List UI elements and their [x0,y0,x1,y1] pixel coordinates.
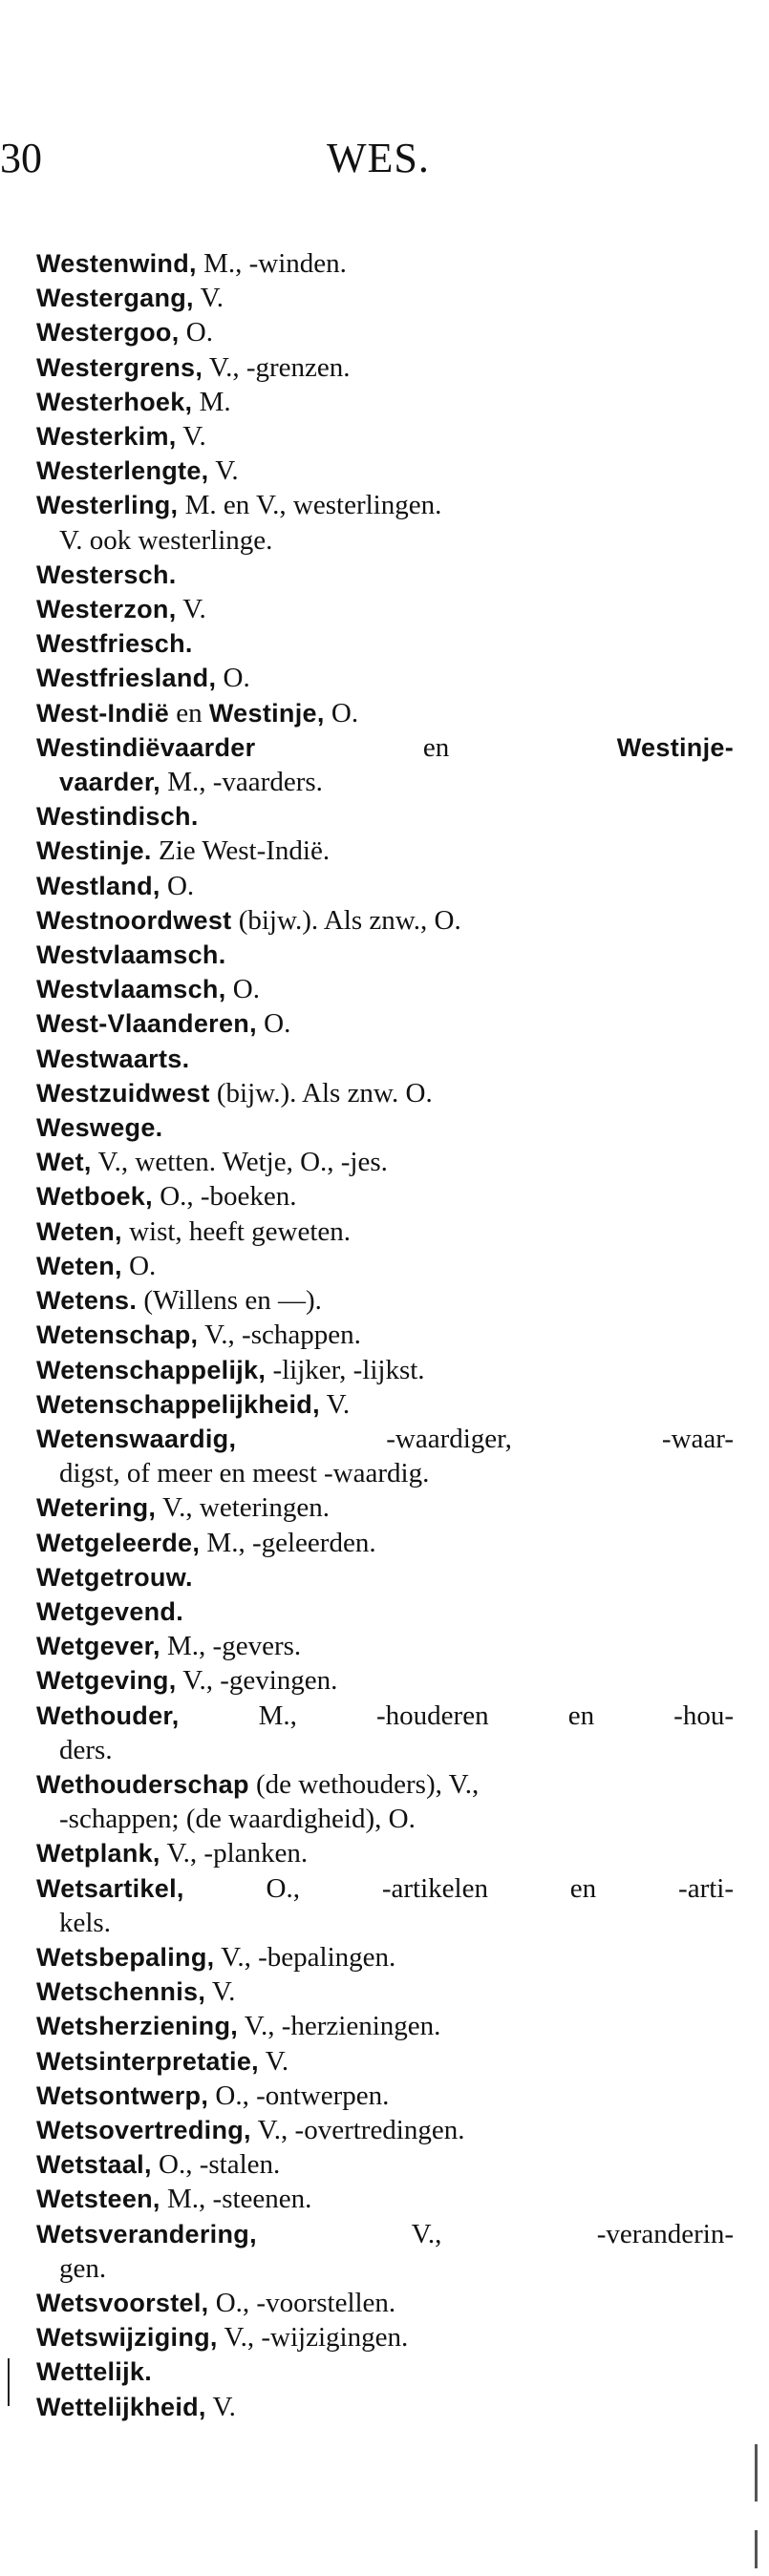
entry-text: V. [319,1388,351,1420]
entry-text: (bijw.). Als znw. O. [209,1077,433,1109]
entry-text: Zie West-Indië. [151,835,331,867]
headword: Wetsteen, [36,2185,160,2214]
dictionary-entry [36,730,734,765]
dictionary-entry [36,1006,734,1041]
headword: Wetgeleerde, [36,1528,201,1557]
entry-text: O. [225,974,260,1005]
entry-text: -waardiger, -waar- [236,1423,734,1454]
headword: Wetboek, [36,1182,153,1212]
running-head: WES. [327,135,430,181]
entry-text: V., -gevingen. [176,1665,338,1697]
dictionary-entry [36,834,734,868]
entry-text: V., -schappen. [198,1320,361,1351]
entry-text: V. [208,455,239,487]
headword: Westfriesch. [36,629,193,659]
entry-text: V., weteringen. [156,1492,330,1524]
headword: Wetering, [36,1493,157,1523]
dictionary-entry [36,696,734,730]
dictionary-entry [36,1974,734,2009]
dictionary-entry [36,1629,734,1663]
dictionary-entry [36,315,734,349]
headword: Wetswijziging, [36,2323,218,2353]
headword: Wetgeving, [36,1666,177,1696]
headword: Wetsontwerp, [36,2080,209,2110]
dictionary-entry [36,2320,734,2354]
dictionary-entry [36,972,734,1006]
dictionary-entry [36,592,734,626]
entry-text: V., -overtredingen. [250,2114,465,2145]
entry-text: V. [176,421,206,453]
headword: Wethouder, [36,1700,180,1730]
dictionary-entry [36,1283,734,1318]
dictionary-entry [36,1940,734,1974]
headword: Wetens. [36,1286,138,1316]
dictionary-entry [36,2044,734,2079]
entry-text: V., -herzieningen. [238,2011,441,2042]
entry-text: M., -houderen en -hou- [179,1700,734,1731]
headword: Westland, [36,871,160,900]
entry-text: V., -bepalingen. [214,1941,396,1973]
headword: Westinje, [208,698,325,728]
entry-text: (de wethouders), V., [248,1768,480,1800]
entry-text: en [255,731,617,763]
entry-text: M., -vaarders. [160,767,323,798]
headword: Westerzon, [36,595,177,624]
headword: Wetsinterpretatie, [36,2046,259,2076]
headword: Wettelijk. [36,2357,153,2387]
headword: Wetsovertreding, [36,2115,251,2144]
entry-text: O. [216,663,250,694]
dictionary-entry [36,454,734,488]
headword: Wetschennis, [36,1977,206,2007]
entry-text: O. [256,1008,291,1040]
entry-text: en [169,697,209,728]
headword: Wetsartikel, [36,1873,184,1903]
dictionary-entry [36,1560,734,1594]
entry-text: O., -ontwerpen. [208,2080,390,2111]
dictionary-entry [36,1353,734,1387]
dictionary-entry [36,938,734,972]
entry-text: O., -voorstellen. [208,2287,396,2318]
headword: Wetenschap, [36,1320,199,1350]
headword: Wethouderschap [36,1769,249,1799]
dictionary-entry [36,1387,734,1422]
dictionary-entry [36,385,734,419]
headword: vaarder, [59,768,160,797]
dictionary-entry [36,558,734,592]
dictionary-entry [36,488,734,522]
dictionary-entry [36,2390,734,2424]
entry-text: M., -steenen. [160,2184,312,2215]
dictionary-entry [36,1042,734,1076]
dictionary-entry [36,1836,734,1870]
headword: Wetstaal, [36,2150,152,2180]
headword: Wetsvoorstel, [36,2288,209,2317]
headword: Wetplank, [36,1839,160,1869]
dictionary-entry [36,2009,734,2043]
entry-text: ders. [59,1734,113,1765]
headword: Wetgetrouw. [36,1562,193,1592]
entry-text: -lijker, -lijkst. [266,1354,425,1385]
entry-text: gen. [59,2252,107,2284]
dictionary-entry [36,2286,734,2320]
headword: Westindisch. [36,802,199,832]
dictionary-entry [36,1663,734,1698]
headword: Wetsverandering, [36,2219,257,2249]
dictionary-entry [36,1699,734,1733]
headword: Wetsherziening, [36,2012,239,2041]
dictionary-entry [36,1179,734,1214]
margin-rule [8,2358,10,2406]
entry-text: O., -stalen. [151,2149,281,2181]
entry-list [36,246,734,2424]
dictionary-entry [36,1318,734,1352]
headword: Westergrens, [36,352,203,382]
dictionary-entry [36,419,734,454]
headword: Wetenschappelijk, [36,1355,267,1384]
headword: Westzuidwest [36,1078,210,1108]
headword: Westenwind, [36,249,197,278]
headword: Wetgever, [36,1632,160,1661]
headword: Westwaarts. [36,1044,190,1073]
entry-text: V. [205,1976,236,2008]
headword: Weswege. [36,1113,163,1143]
dictionary-entry [36,1249,734,1283]
page-edge-mark [755,2444,758,2502]
headword: Westerkim, [36,422,177,452]
page-header [0,115,769,191]
headword: Westerhoek, [36,387,193,416]
dictionary-entry [36,2354,734,2389]
entry-text: V. [258,2045,289,2077]
headword: Westfriesland, [36,664,217,693]
headword: West-Vlaanderen, [36,1009,257,1039]
dictionary-entry [36,1422,734,1456]
headword: Westinje- [616,732,734,762]
headword: Westergang, [36,284,194,313]
headword: West-Indië [36,698,170,728]
headword: Wettelijkheid, [36,2392,206,2421]
dictionary-entry [36,2147,734,2182]
headword: Westinje. [36,836,152,866]
entry-text: V. [193,283,224,314]
headword: Wetsbepaling, [36,1942,215,1972]
dictionary-entry [36,1490,734,1525]
entry-text: -schappen; (de waardigheid), O. [59,1804,416,1835]
headword: Westvlaamsch, [36,975,226,1004]
dictionary-entry [36,2113,734,2147]
headword: Weten, [36,1251,122,1280]
entry-continuation [36,1802,734,1836]
entry-continuation [36,1906,734,1940]
dictionary-entry [36,1076,734,1110]
dictionary-entry [36,1214,734,1249]
page-number: 30 [0,135,42,181]
dictionary-entry [36,246,734,281]
dictionary-entry [36,1871,734,1906]
entry-text: V., -veranderin- [256,2218,734,2249]
entry-text: O. [324,697,359,728]
entry-text: V., wetten. Wetje, O., -jes. [91,1147,388,1178]
entry-text: (Willens en —). [137,1285,322,1317]
dictionary-entry [36,2079,734,2113]
entry-text: (bijw.). Als znw., O. [231,904,461,936]
headword: Wetenschappelijkheid, [36,1389,320,1419]
dictionary-entry [36,903,734,938]
entry-text: O. [160,870,195,901]
headword: Wetenswaardig, [36,1424,237,1453]
entry-continuation [36,523,734,558]
dictionary-entry [36,1594,734,1629]
entry-text: M., -winden. [196,248,347,279]
entry-text: M., -geleerden. [200,1527,376,1558]
entry-text: V. ook westerlinge. [59,524,273,556]
entry-text: O., -artikelen en -arti- [183,1872,734,1904]
dictionary-entry [36,661,734,695]
dictionary-entry [36,350,734,385]
dictionary-entry [36,281,734,315]
entry-text: V., -wijzigingen. [217,2322,409,2354]
dictionary-entry [36,1767,734,1802]
dictionary-entry [36,626,734,661]
entry-text: digst, of meer en meest -waardig. [59,1458,430,1489]
entry-text: kels. [59,1907,111,1938]
dictionary-entry [36,2182,734,2216]
dictionary-entry [36,799,734,834]
dictionary-entry [36,1145,734,1179]
page-edge-mark [755,2530,758,2568]
headword: Westerling, [36,491,179,520]
entry-text: M., -gevers. [160,1631,302,1662]
dictionary-entry [36,1110,734,1145]
dictionary-entry [36,2217,734,2251]
headword: Wetgevend. [36,1596,184,1626]
headword: Weten, [36,1216,122,1246]
entry-text: V., -grenzen. [203,351,351,383]
entry-text: V. [205,2391,236,2422]
entry-continuation [36,1456,734,1490]
entry-text: V. [176,594,206,625]
entry-continuation [36,2251,734,2286]
headword: Westnoordwest [36,905,232,935]
dictionary-entry [36,1526,734,1560]
entry-continuation [36,1733,734,1767]
entry-text: M. [192,386,231,417]
entry-text: O. [179,317,213,348]
entry-text: O. [121,1250,157,1281]
headword: Wet, [36,1148,92,1177]
entry-continuation [36,765,734,799]
entry-text: V., -planken. [160,1838,309,1869]
headword: Westindiëvaarder [36,732,256,762]
entry-text: O., -boeken. [152,1181,297,1213]
entry-text: M. en V., westerlingen. [178,490,442,521]
headword: Westvlaamsch. [36,940,226,970]
headword: Westersch. [36,560,177,589]
headword: Westergoo, [36,318,180,348]
dictionary-entry [36,869,734,903]
headword: Westerlengte, [36,456,209,486]
entry-text: wist, heeft geweten. [121,1215,351,1247]
